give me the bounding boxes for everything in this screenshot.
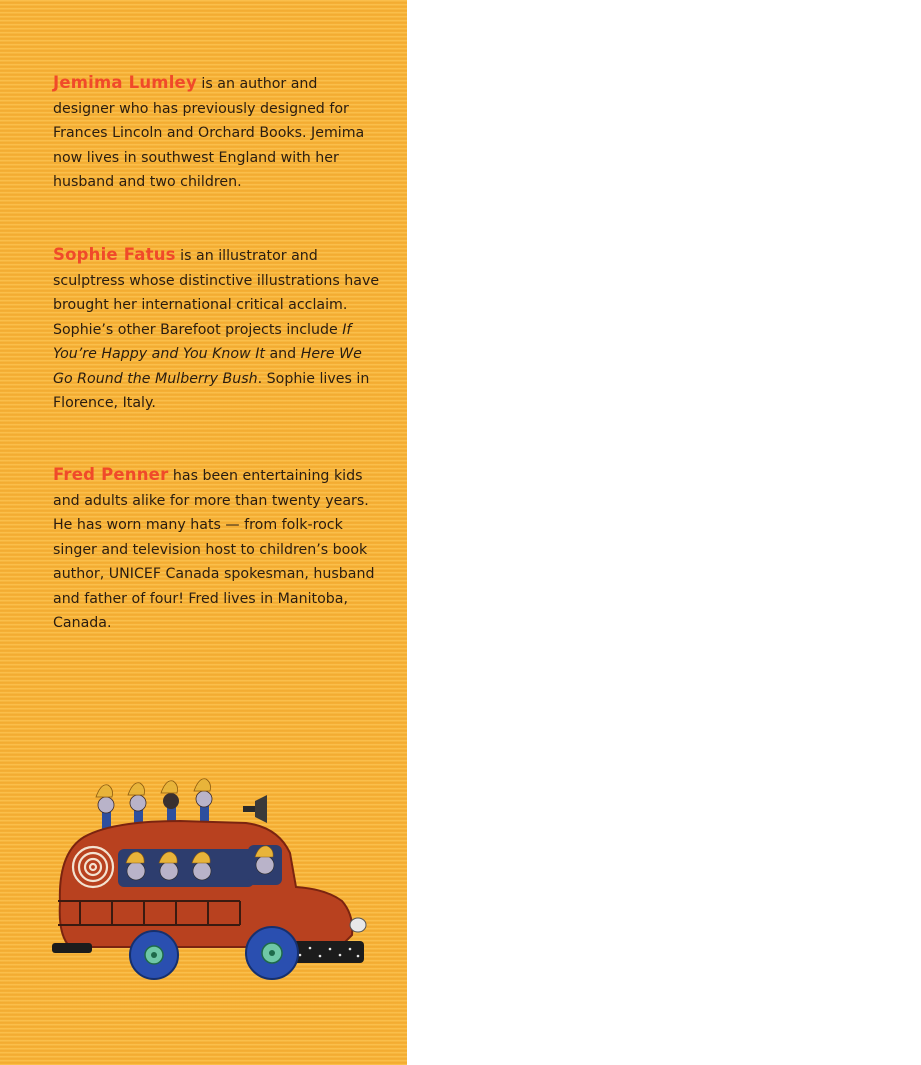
fire-truck-bus-illustration bbox=[50, 775, 380, 990]
rear-wheel-icon bbox=[130, 931, 178, 979]
author-bio-panel bbox=[0, 0, 407, 1065]
bus-windows bbox=[118, 845, 282, 887]
bio-fred-penner bbox=[53, 463, 383, 636]
book-title-mulberry-bush: Here We Go Round the Mulberry Bush bbox=[53, 346, 362, 387]
author-name-fred-penner: Fred Penner bbox=[53, 465, 169, 484]
bio-text-sophie-fatus-part-3: . Sophie lives in Florence, Italy. bbox=[53, 370, 370, 411]
bio-jemima-lumley bbox=[53, 71, 383, 195]
author-name-jemima-lumley: Jemima Lumley bbox=[53, 73, 197, 92]
headlight-icon bbox=[350, 918, 366, 932]
megaphone-icon bbox=[243, 795, 267, 823]
front-wheel-icon bbox=[246, 927, 298, 979]
bio-sophie-fatus bbox=[53, 243, 383, 416]
bio-text-sophie-fatus-part-2: and bbox=[264, 346, 301, 362]
bio-text-jemima-lumley: is an author and designer who has previously designed for Frances Lincoln and Orchard Books. Jemima now lives in southwest England with her husband and two children. bbox=[53, 76, 365, 190]
author-name-sophie-fatus: Sophie Fatus bbox=[53, 245, 176, 264]
book-title-if-youre-happy: If You’re Happy and You Know It bbox=[53, 321, 352, 362]
bio-text-fred-penner: has been entertaining kids and adults alike for more than twenty years. He has worn many hats — from folk-rock singer and television host to children’s book author, UNICEF Canada spokesman, husband and father of four! Fred lives in Manitoba, Canada. bbox=[53, 468, 375, 631]
bio-text-sophie-fatus-part-1: is an illustrator and sculptress whose distinctive illustrations have brought her international critical acclaim. Sophie’s other Barefoot projects include bbox=[53, 248, 380, 338]
rear-bumper bbox=[52, 943, 92, 953]
